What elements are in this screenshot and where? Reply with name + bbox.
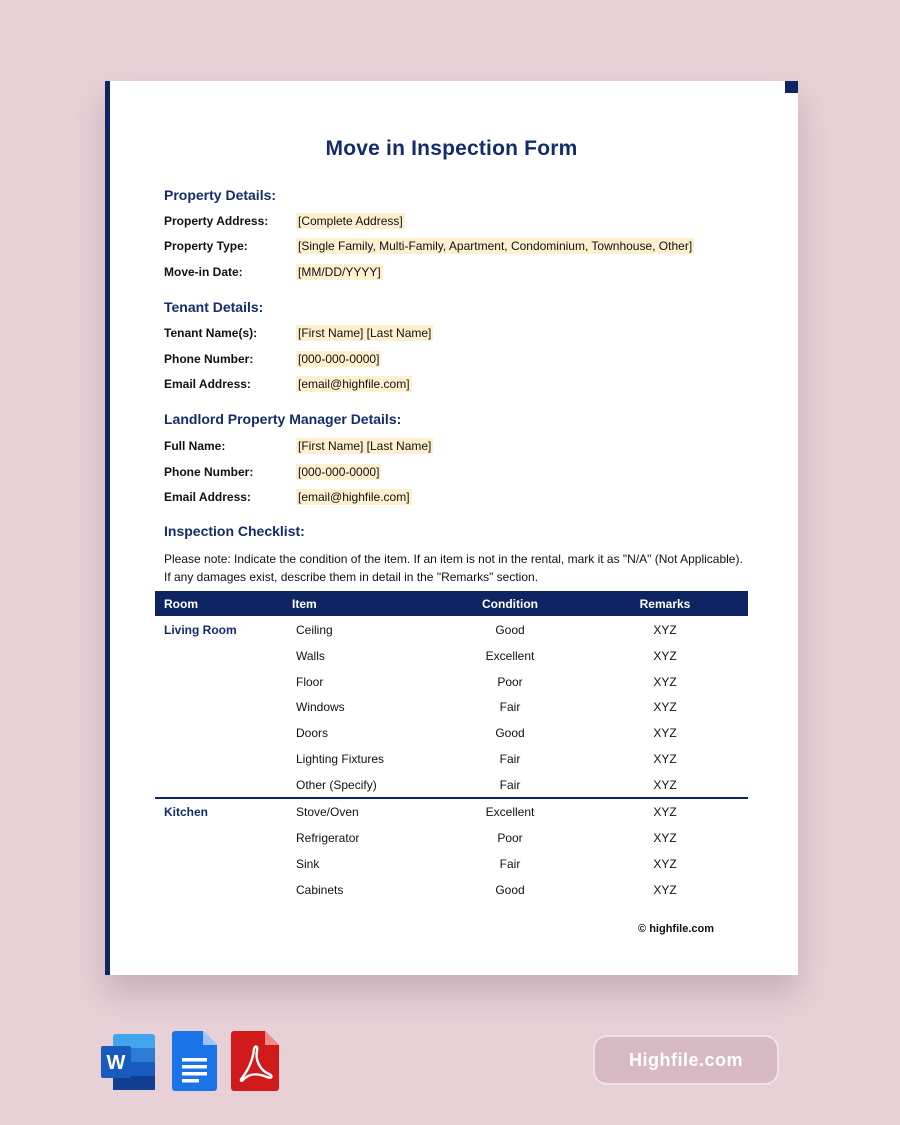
table-row [155, 778, 748, 798]
cell-condition: Good [495, 883, 525, 897]
field-label: Tenant Name(s): [164, 326, 258, 340]
cell-condition: Poor [497, 675, 523, 689]
landlord-details-heading: Landlord Property Manager Details: [164, 411, 402, 427]
cell-remarks: XYZ [653, 726, 677, 740]
field-value[interactable]: [Single Family, Multi-Family, Apartment, Condominium, Townhouse, Other] [298, 239, 693, 253]
table-row [155, 831, 748, 851]
cell-item: Refrigerator [296, 831, 360, 845]
cell-remarks: XYZ [653, 831, 677, 845]
checklist-note: Please note: Indicate the condition of the item. If an item is not in the rental, mark it as "N/A" (Not Applicable). If any damages exist, describe them in detail in the "Remarks" section. [164, 552, 743, 584]
table-row [155, 675, 748, 695]
header-remarks: Remarks [639, 597, 691, 611]
field-label: Full Name: [164, 439, 226, 453]
cell-condition: Good [495, 726, 525, 740]
field-value[interactable]: [000-000-0000] [298, 352, 380, 366]
field-label: Email Address: [164, 377, 251, 391]
cell-room: Kitchen [164, 805, 209, 819]
word-icon[interactable] [101, 1034, 157, 1090]
pdf-icon[interactable] [231, 1031, 279, 1091]
table-row [155, 805, 748, 825]
field-label: Move-in Date: [164, 265, 243, 279]
field-value[interactable]: [First Name] [Last Name] [298, 439, 432, 453]
cell-item: Doors [296, 726, 329, 740]
cell-condition: Poor [497, 831, 523, 845]
word-letter: W [106, 1052, 126, 1074]
field-value[interactable]: [email@highfile.com] [298, 490, 410, 504]
cell-remarks: XYZ [653, 805, 677, 819]
cell-item: Floor [296, 675, 324, 689]
cell-condition: Excellent [485, 805, 535, 819]
cell-item: Lighting Fixtures [296, 752, 385, 766]
table-row [155, 649, 748, 669]
cell-condition: Excellent [485, 649, 535, 663]
tenant-details-heading: Tenant Details: [164, 299, 264, 315]
table-row [155, 857, 748, 877]
page-left-accent-bar [105, 81, 110, 975]
cell-condition: Fair [499, 857, 521, 871]
page-corner-mark [785, 81, 798, 93]
cell-room: Living Room [164, 623, 237, 637]
field-value[interactable]: [000-000-0000] [298, 465, 380, 479]
cell-remarks: XYZ [653, 857, 677, 871]
cell-condition: Fair [499, 778, 521, 792]
header-condition: Condition [482, 597, 538, 611]
field-label: Phone Number: [164, 352, 254, 366]
room-group-divider [155, 797, 748, 799]
cell-remarks: XYZ [653, 700, 677, 714]
cell-item: Walls [296, 649, 325, 663]
cell-item: Windows [296, 700, 345, 714]
table-row [155, 752, 748, 772]
document-title: Move in Inspection Form [325, 137, 578, 160]
cell-remarks: XYZ [653, 649, 677, 663]
cell-remarks: XYZ [653, 883, 677, 897]
cell-remarks: XYZ [653, 778, 677, 792]
cell-remarks: XYZ [653, 752, 677, 766]
cell-remarks: XYZ [653, 675, 677, 689]
document-page [105, 81, 798, 975]
table-row [155, 726, 748, 746]
field-value[interactable]: [Complete Address] [298, 214, 403, 228]
cell-item: Sink [296, 857, 320, 871]
cell-item: Other (Specify) [296, 778, 377, 792]
header-room: Room [164, 597, 198, 611]
table-row [155, 883, 748, 903]
header-item: Item [292, 597, 317, 611]
field-value[interactable]: [First Name] [Last Name] [298, 326, 432, 340]
table-row [155, 700, 748, 720]
cell-item: Stove/Oven [296, 805, 359, 819]
cell-condition: Good [495, 623, 525, 637]
field-label: Property Address: [164, 214, 269, 228]
cell-condition: Fair [499, 700, 521, 714]
checklist-table-header [155, 591, 748, 616]
cell-item: Cabinets [296, 883, 344, 897]
field-label: Phone Number: [164, 465, 254, 479]
property-details-heading: Property Details: [164, 187, 277, 203]
copyright-text: © highfile.com [638, 923, 714, 935]
field-value[interactable]: [email@highfile.com] [298, 377, 410, 391]
table-row [155, 623, 748, 643]
cell-remarks: XYZ [653, 623, 677, 637]
cell-item: Ceiling [296, 623, 333, 637]
field-value[interactable]: [MM/DD/YYYY] [298, 265, 381, 279]
cell-condition: Fair [499, 752, 521, 766]
field-label: Property Type: [164, 239, 248, 253]
inspection-checklist-heading: Inspection Checklist: [164, 523, 305, 539]
field-label: Email Address: [164, 490, 251, 504]
site-badge[interactable]: Highfile.com [593, 1035, 779, 1085]
google-docs-icon[interactable] [172, 1031, 217, 1091]
